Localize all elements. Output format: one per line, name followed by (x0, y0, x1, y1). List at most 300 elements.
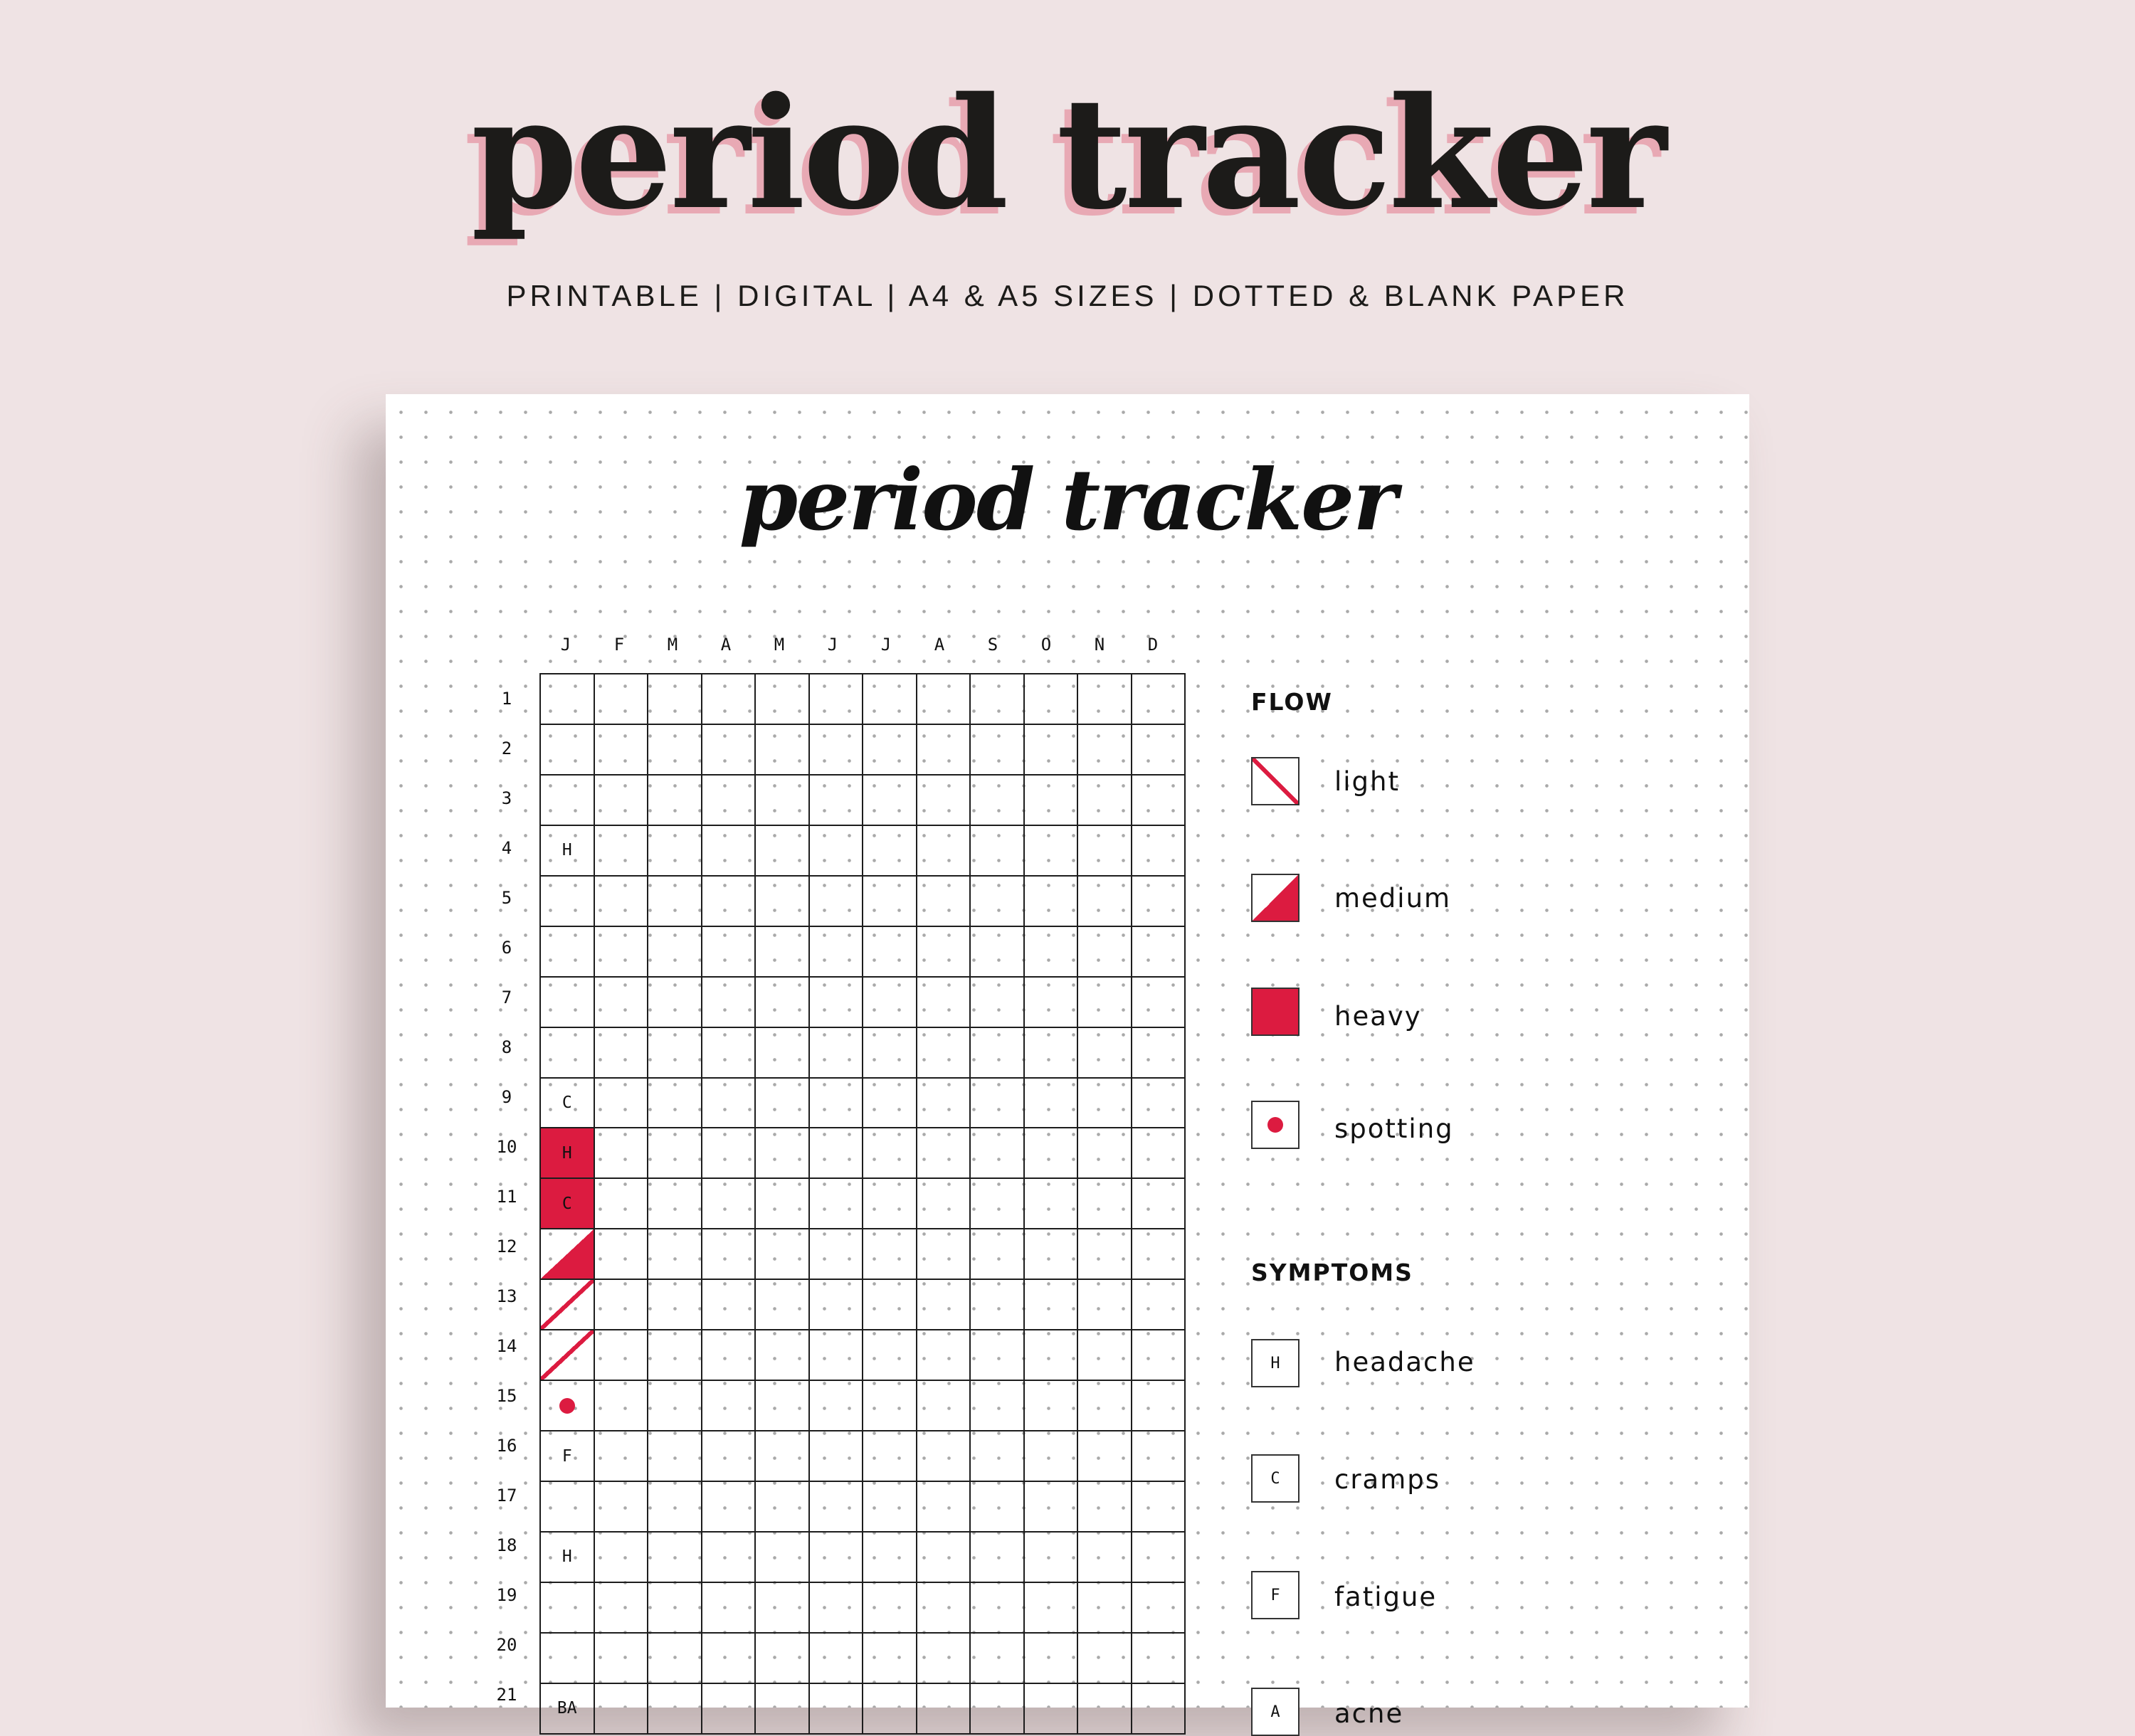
day-cell[interactable] (648, 1229, 702, 1279)
day-cell[interactable] (863, 1633, 917, 1683)
day-cell[interactable] (702, 1532, 756, 1582)
day-cell[interactable] (648, 1633, 702, 1683)
day-cell[interactable] (809, 1532, 863, 1582)
month-label: A (934, 635, 945, 655)
day-cell[interactable] (970, 1229, 1024, 1279)
day-cell[interactable] (594, 1229, 648, 1279)
day-cell[interactable] (594, 1532, 648, 1582)
day-cell[interactable] (648, 977, 702, 1027)
day-cell[interactable] (917, 775, 971, 825)
hero-subtitle: PRINTABLE | DIGITAL | A4 & A5 SIZES | DOTTED & BLANK PAPER (506, 279, 1629, 312)
day-cell[interactable] (809, 926, 863, 977)
day-cell[interactable] (702, 1683, 756, 1734)
day-cell[interactable] (809, 977, 863, 1027)
day-cell[interactable] (1132, 825, 1186, 876)
day-cell[interactable] (970, 1481, 1024, 1532)
heavy-flow-swatch (1251, 988, 1300, 1036)
day-cell[interactable] (648, 1330, 702, 1380)
day-cell[interactable] (755, 1078, 809, 1128)
day-cell[interactable] (594, 1027, 648, 1078)
day-cell[interactable] (1024, 825, 1078, 876)
day-cell[interactable] (1077, 876, 1132, 926)
day-cell[interactable] (809, 1633, 863, 1683)
day-cell[interactable] (755, 1582, 809, 1633)
day-cell[interactable] (917, 1481, 971, 1532)
day-cell[interactable] (863, 1683, 917, 1734)
day-cell[interactable] (702, 1330, 756, 1380)
fatigue-label: fatigue (1334, 1582, 1438, 1612)
medium-flow-swatch (1251, 874, 1300, 922)
spotting-dot-icon (559, 1398, 575, 1414)
day-label: 12 (496, 1237, 517, 1256)
day-cell[interactable] (755, 926, 809, 977)
day-cell[interactable] (809, 674, 863, 724)
day-cell[interactable] (1024, 1431, 1078, 1481)
day-cell[interactable] (970, 1279, 1024, 1330)
day-cell[interactable] (1024, 926, 1078, 977)
day-cell[interactable] (917, 674, 971, 724)
day-cell[interactable] (863, 1582, 917, 1633)
day-cell[interactable] (809, 825, 863, 876)
day-cell[interactable] (594, 1481, 648, 1532)
day-cell[interactable] (540, 1279, 594, 1330)
symptoms-heading: SYMPTOMS (1251, 1259, 1413, 1286)
day-cell[interactable] (540, 1380, 594, 1431)
month-label: J (560, 635, 571, 655)
day-cell[interactable] (809, 1380, 863, 1431)
day-cell[interactable] (1024, 977, 1078, 1027)
day-cell[interactable] (702, 1279, 756, 1330)
day-cell[interactable] (1024, 1078, 1078, 1128)
day-cell[interactable] (1024, 1380, 1078, 1431)
day-cell[interactable] (1077, 1279, 1132, 1330)
day-cell[interactable] (1077, 977, 1132, 1027)
day-label: 7 (501, 988, 512, 1007)
day-cell[interactable] (648, 1532, 702, 1582)
day-label: 16 (496, 1436, 517, 1456)
day-cell[interactable] (1132, 876, 1186, 926)
day-cell[interactable] (1024, 876, 1078, 926)
day-cell[interactable] (1077, 1178, 1132, 1229)
day-cell[interactable] (1077, 724, 1132, 775)
day-cell[interactable] (1077, 1683, 1132, 1734)
day-cell[interactable] (594, 674, 648, 724)
day-cell[interactable] (648, 926, 702, 977)
light-flow-label: light (1334, 766, 1401, 797)
day-cell[interactable] (702, 1431, 756, 1481)
day-cell[interactable] (648, 825, 702, 876)
day-cell[interactable] (1077, 1633, 1132, 1683)
day-cell[interactable] (1132, 1532, 1186, 1582)
day-cell[interactable] (863, 1078, 917, 1128)
day-cell[interactable] (863, 674, 917, 724)
day-cell[interactable] (540, 876, 594, 926)
day-cell[interactable] (1077, 1582, 1132, 1633)
day-cell[interactable] (1132, 1229, 1186, 1279)
day-cell[interactable] (970, 1027, 1024, 1078)
day-cell[interactable] (702, 1481, 756, 1532)
day-cell[interactable] (970, 876, 1024, 926)
day-cell[interactable] (648, 1178, 702, 1229)
day-cell[interactable] (970, 1431, 1024, 1481)
day-cell[interactable] (917, 1229, 971, 1279)
spotting-dot-icon (1267, 1117, 1283, 1133)
day-cell[interactable] (702, 1633, 756, 1683)
day-cell[interactable] (1077, 775, 1132, 825)
day-cell[interactable] (917, 977, 971, 1027)
day-label: 17 (496, 1486, 517, 1505)
day-cell[interactable] (1132, 1027, 1186, 1078)
day-cell[interactable] (1132, 1279, 1186, 1330)
day-cell[interactable] (540, 1330, 594, 1380)
day-cell[interactable] (1024, 1279, 1078, 1330)
day-cell[interactable] (809, 1279, 863, 1330)
acne-code-box: A (1251, 1688, 1300, 1736)
day-cell[interactable] (809, 876, 863, 926)
day-cell[interactable] (863, 724, 917, 775)
day-cell[interactable] (755, 1431, 809, 1481)
month-label: M (774, 635, 785, 655)
day-cell[interactable] (809, 775, 863, 825)
day-cell[interactable] (1132, 1380, 1186, 1431)
day-cell[interactable] (540, 724, 594, 775)
day-cell[interactable] (648, 1582, 702, 1633)
day-cell[interactable] (702, 1027, 756, 1078)
day-cell[interactable] (917, 1279, 971, 1330)
day-cell[interactable] (1024, 1229, 1078, 1279)
day-cell[interactable] (755, 1532, 809, 1582)
day-cell[interactable] (755, 825, 809, 876)
day-label: 18 (496, 1535, 517, 1555)
day-cell[interactable] (540, 977, 594, 1027)
day-cell[interactable] (702, 1582, 756, 1633)
flow-heading: FLOW (1251, 688, 1333, 716)
day-cell[interactable] (970, 674, 1024, 724)
day-cell[interactable] (863, 1279, 917, 1330)
day-cell[interactable] (702, 926, 756, 977)
day-cell[interactable] (917, 1633, 971, 1683)
day-cell[interactable] (917, 1027, 971, 1078)
day-cell[interactable] (970, 1532, 1024, 1582)
day-cell[interactable]: C (540, 1178, 594, 1229)
day-cell[interactable] (755, 1380, 809, 1431)
day-cell[interactable] (540, 926, 594, 977)
day-cell[interactable] (1024, 775, 1078, 825)
day-cell[interactable] (594, 1128, 648, 1178)
day-cell[interactable] (594, 1380, 648, 1431)
day-cell[interactable] (594, 1633, 648, 1683)
day-cell[interactable] (809, 1683, 863, 1734)
day-cell[interactable] (755, 1178, 809, 1229)
day-cell[interactable] (540, 1027, 594, 1078)
day-cell[interactable] (970, 1582, 1024, 1633)
day-cell[interactable] (917, 1431, 971, 1481)
day-cell[interactable] (970, 977, 1024, 1027)
day-cell[interactable] (1132, 1582, 1186, 1633)
day-cell[interactable] (863, 876, 917, 926)
day-cell[interactable] (970, 1683, 1024, 1734)
day-cell[interactable] (863, 1178, 917, 1229)
headache-label: headache (1334, 1347, 1475, 1377)
day-cell[interactable] (594, 1279, 648, 1330)
headache-code-box: H (1251, 1339, 1300, 1387)
day-cell[interactable] (648, 1078, 702, 1128)
day-cell[interactable] (755, 1481, 809, 1532)
day-cell[interactable] (594, 1431, 648, 1481)
day-cell[interactable] (809, 1128, 863, 1178)
day-cell[interactable] (917, 1683, 971, 1734)
day-cell[interactable]: BA (540, 1683, 594, 1734)
day-cell[interactable] (755, 1633, 809, 1683)
day-cell[interactable] (809, 724, 863, 775)
day-cell[interactable] (863, 1027, 917, 1078)
month-label: J (880, 635, 892, 655)
day-cell[interactable] (1077, 1380, 1132, 1431)
day-cell[interactable] (1132, 674, 1186, 724)
day-cell[interactable] (1132, 1633, 1186, 1683)
day-cell[interactable] (594, 876, 648, 926)
day-cell[interactable] (702, 1178, 756, 1229)
day-cell[interactable] (1077, 1128, 1132, 1178)
day-cell[interactable]: C (540, 1078, 594, 1128)
grid-row (540, 1532, 1185, 1582)
day-cell[interactable] (809, 1178, 863, 1229)
day-cell[interactable] (863, 1330, 917, 1380)
medium-flow-label: medium (1334, 883, 1452, 914)
day-label: 6 (501, 938, 512, 958)
day-cell[interactable] (917, 825, 971, 876)
day-cell[interactable] (648, 1683, 702, 1734)
day-cell[interactable] (1132, 775, 1186, 825)
day-cell[interactable] (1077, 926, 1132, 977)
day-cell[interactable] (1077, 1431, 1132, 1481)
day-cell[interactable] (702, 876, 756, 926)
day-cell[interactable] (1024, 1330, 1078, 1380)
day-cell[interactable] (1077, 674, 1132, 724)
day-cell[interactable] (702, 1229, 756, 1279)
day-cell[interactable] (755, 1128, 809, 1178)
day-cell[interactable] (970, 1633, 1024, 1683)
day-cell[interactable] (1132, 1178, 1186, 1229)
day-label: 13 (496, 1286, 517, 1306)
grid-row (540, 1582, 1185, 1633)
day-cell[interactable] (755, 1330, 809, 1380)
day-cell[interactable] (755, 1229, 809, 1279)
day-cell[interactable]: H (540, 825, 594, 876)
day-cell[interactable] (809, 1078, 863, 1128)
day-cell[interactable] (540, 775, 594, 825)
day-cell[interactable] (648, 1027, 702, 1078)
heavy-flow-label: heavy (1334, 1001, 1422, 1032)
day-cell[interactable] (1132, 1481, 1186, 1532)
day-cell[interactable] (1024, 1027, 1078, 1078)
day-cell[interactable] (702, 775, 756, 825)
day-cell[interactable] (863, 926, 917, 977)
day-cell[interactable] (1132, 724, 1186, 775)
day-cell[interactable] (1024, 1178, 1078, 1229)
grid-row (540, 1683, 1185, 1734)
day-cell[interactable] (970, 724, 1024, 775)
day-cell[interactable] (594, 926, 648, 977)
day-label: 20 (496, 1635, 517, 1655)
day-cell[interactable] (755, 724, 809, 775)
day-cell[interactable]: F (540, 1431, 594, 1481)
day-cell[interactable] (594, 1582, 648, 1633)
day-cell[interactable] (648, 674, 702, 724)
day-cell[interactable] (1132, 1683, 1186, 1734)
day-cell[interactable] (1132, 1078, 1186, 1128)
day-cell[interactable] (702, 977, 756, 1027)
day-cell[interactable] (755, 674, 809, 724)
day-cell[interactable] (863, 1532, 917, 1582)
day-cell[interactable] (755, 775, 809, 825)
day-cell[interactable] (648, 1380, 702, 1431)
grid-row (540, 1027, 1185, 1078)
day-cell[interactable] (970, 1128, 1024, 1178)
day-cell[interactable] (702, 1078, 756, 1128)
day-cell[interactable] (1024, 1532, 1078, 1582)
day-cell[interactable] (1132, 1431, 1186, 1481)
day-cell[interactable] (1132, 1330, 1186, 1380)
day-cell[interactable] (970, 825, 1024, 876)
day-label: 15 (496, 1386, 517, 1406)
day-cell[interactable] (863, 775, 917, 825)
day-cell[interactable] (1132, 926, 1186, 977)
day-cell[interactable] (917, 1178, 971, 1229)
day-cell[interactable] (594, 1178, 648, 1229)
day-cell[interactable] (917, 1128, 971, 1178)
day-cell[interactable] (648, 1481, 702, 1532)
day-cell[interactable] (1132, 1128, 1186, 1178)
day-cell[interactable] (755, 1683, 809, 1734)
day-cell[interactable] (1024, 674, 1078, 724)
day-cell[interactable] (702, 825, 756, 876)
day-cell[interactable] (702, 724, 756, 775)
day-cell[interactable] (970, 775, 1024, 825)
day-cell[interactable] (863, 825, 917, 876)
day-cell[interactable] (648, 876, 702, 926)
day-cell[interactable] (809, 1229, 863, 1279)
day-cell[interactable] (1077, 1481, 1132, 1532)
day-cell[interactable] (863, 1380, 917, 1431)
day-cell[interactable] (1077, 1027, 1132, 1078)
day-cell[interactable] (594, 825, 648, 876)
day-cell[interactable] (1024, 724, 1078, 775)
day-cell[interactable] (863, 1229, 917, 1279)
day-cell[interactable] (1077, 1229, 1132, 1279)
day-cell[interactable] (917, 876, 971, 926)
day-cell[interactable] (540, 1633, 594, 1683)
grid-row (540, 977, 1185, 1027)
grid-row (540, 674, 1185, 724)
grid-row (540, 1178, 1185, 1229)
day-cell[interactable] (755, 977, 809, 1027)
grid-row (540, 1279, 1185, 1330)
day-cell[interactable] (809, 1481, 863, 1532)
fatigue-code-box: F (1251, 1571, 1300, 1619)
day-cell[interactable] (594, 724, 648, 775)
day-label: 3 (501, 788, 512, 808)
day-cell[interactable] (809, 1582, 863, 1633)
day-cell[interactable] (702, 1380, 756, 1431)
day-label: 9 (501, 1087, 512, 1107)
grid-row (540, 1431, 1185, 1481)
day-cell[interactable] (594, 1078, 648, 1128)
day-cell[interactable] (1024, 1582, 1078, 1633)
day-cell[interactable] (970, 1380, 1024, 1431)
day-cell[interactable] (917, 1532, 971, 1582)
month-label: A (720, 635, 732, 655)
month-label: S (987, 635, 998, 655)
grid-row (540, 1330, 1185, 1380)
day-cell[interactable] (1024, 1633, 1078, 1683)
day-cell[interactable] (755, 1027, 809, 1078)
day-cell[interactable] (755, 1279, 809, 1330)
day-cell[interactable] (917, 724, 971, 775)
day-cell[interactable] (809, 1330, 863, 1380)
day-cell[interactable]: H (540, 1128, 594, 1178)
day-cell[interactable] (917, 1380, 971, 1431)
day-cell[interactable] (1024, 1683, 1078, 1734)
day-cell[interactable] (540, 1582, 594, 1633)
grid-row (540, 926, 1185, 977)
day-cell[interactable] (1077, 825, 1132, 876)
day-cell[interactable] (702, 1128, 756, 1178)
day-cell[interactable] (970, 1178, 1024, 1229)
day-cell[interactable] (648, 724, 702, 775)
day-cell[interactable] (648, 1128, 702, 1178)
day-cell[interactable] (540, 1481, 594, 1532)
day-cell[interactable] (917, 1330, 971, 1380)
day-cell[interactable] (809, 1431, 863, 1481)
day-cell[interactable] (1077, 1330, 1132, 1380)
day-cell[interactable] (702, 674, 756, 724)
day-label: 21 (496, 1685, 517, 1705)
tracker-title: period tracker (739, 450, 1396, 549)
light-flow-swatch (1251, 757, 1300, 805)
day-cell[interactable] (863, 1481, 917, 1532)
day-cell[interactable] (648, 1431, 702, 1481)
day-cell[interactable] (648, 1279, 702, 1330)
day-cell[interactable] (809, 1027, 863, 1078)
day-cell[interactable]: H (540, 1532, 594, 1582)
day-cell[interactable] (970, 1078, 1024, 1128)
day-cell[interactable] (1077, 1532, 1132, 1582)
day-cell[interactable] (917, 1582, 971, 1633)
day-cell[interactable] (970, 926, 1024, 977)
day-cell[interactable] (594, 1330, 648, 1380)
day-cell[interactable] (863, 1431, 917, 1481)
day-cell[interactable] (540, 1229, 594, 1279)
day-label: 5 (501, 888, 512, 908)
day-cell[interactable] (594, 1683, 648, 1734)
day-cell[interactable] (863, 1128, 917, 1178)
day-cell[interactable] (648, 775, 702, 825)
tracker-grid (539, 673, 1186, 1735)
day-cell[interactable] (594, 977, 648, 1027)
day-cell[interactable] (917, 926, 971, 977)
day-cell[interactable] (540, 674, 594, 724)
day-cell[interactable] (917, 1078, 971, 1128)
day-cell[interactable] (594, 775, 648, 825)
day-cell[interactable] (863, 977, 917, 1027)
day-cell[interactable] (970, 1330, 1024, 1380)
day-cell[interactable] (1077, 1078, 1132, 1128)
day-cell[interactable] (1024, 1128, 1078, 1178)
day-cell[interactable] (1024, 1481, 1078, 1532)
day-cell[interactable] (1132, 977, 1186, 1027)
day-cell[interactable] (755, 876, 809, 926)
